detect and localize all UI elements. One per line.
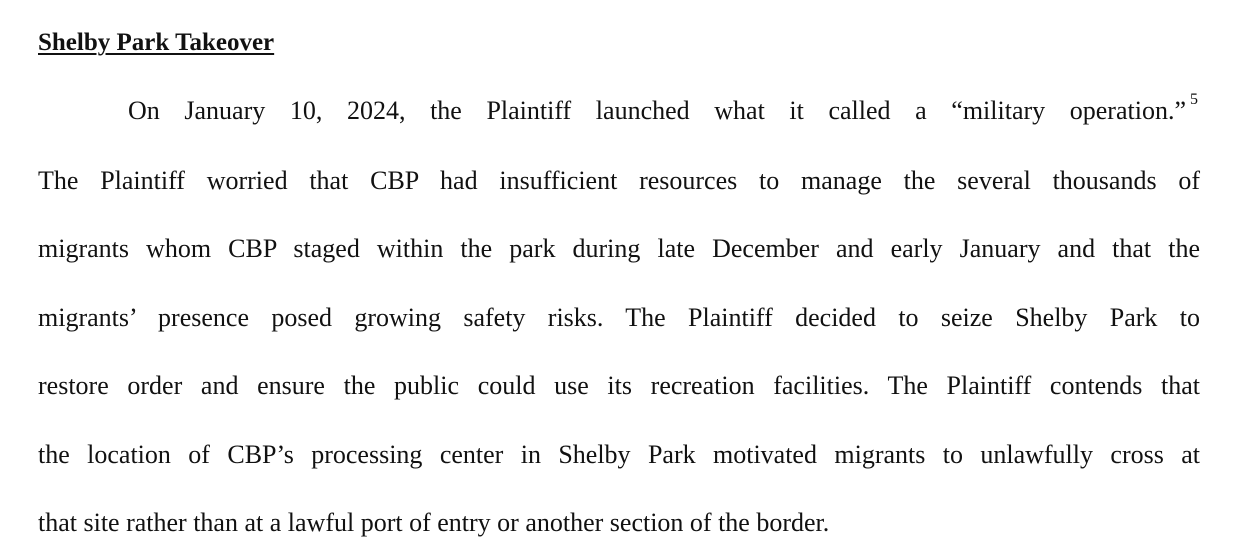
paragraph-line-7: that site rather than at a lawful port of entry or another section of the border. (38, 508, 830, 537)
paragraph-line-5: restore order and ensure the public could use its recreation facilities. The Plaintiff contends that (38, 371, 1200, 400)
section-heading: Shelby Park Takeover (38, 29, 275, 56)
paragraph-line-1: On January 10, 2024, the Plaintiff launched what it called a “military operation.” (128, 96, 1186, 125)
paragraph-line-6: the location of CBP’s processing center in Shelby Park motivated migrants to unlawfully cross at (38, 440, 1200, 469)
paragraph-line-2: The Plaintiff worried that CBP had insufficient resources to manage the several thousands of (38, 166, 1200, 195)
paragraph-line-4: migrants’ presence posed growing safety risks. The Plaintiff decided to seize Shelby Park to (38, 303, 1200, 332)
footnote-marker[interactable]: 5 (1190, 91, 1198, 108)
paragraph-line-3: migrants whom CBP staged within the park during late December and early January and that the (38, 234, 1200, 263)
